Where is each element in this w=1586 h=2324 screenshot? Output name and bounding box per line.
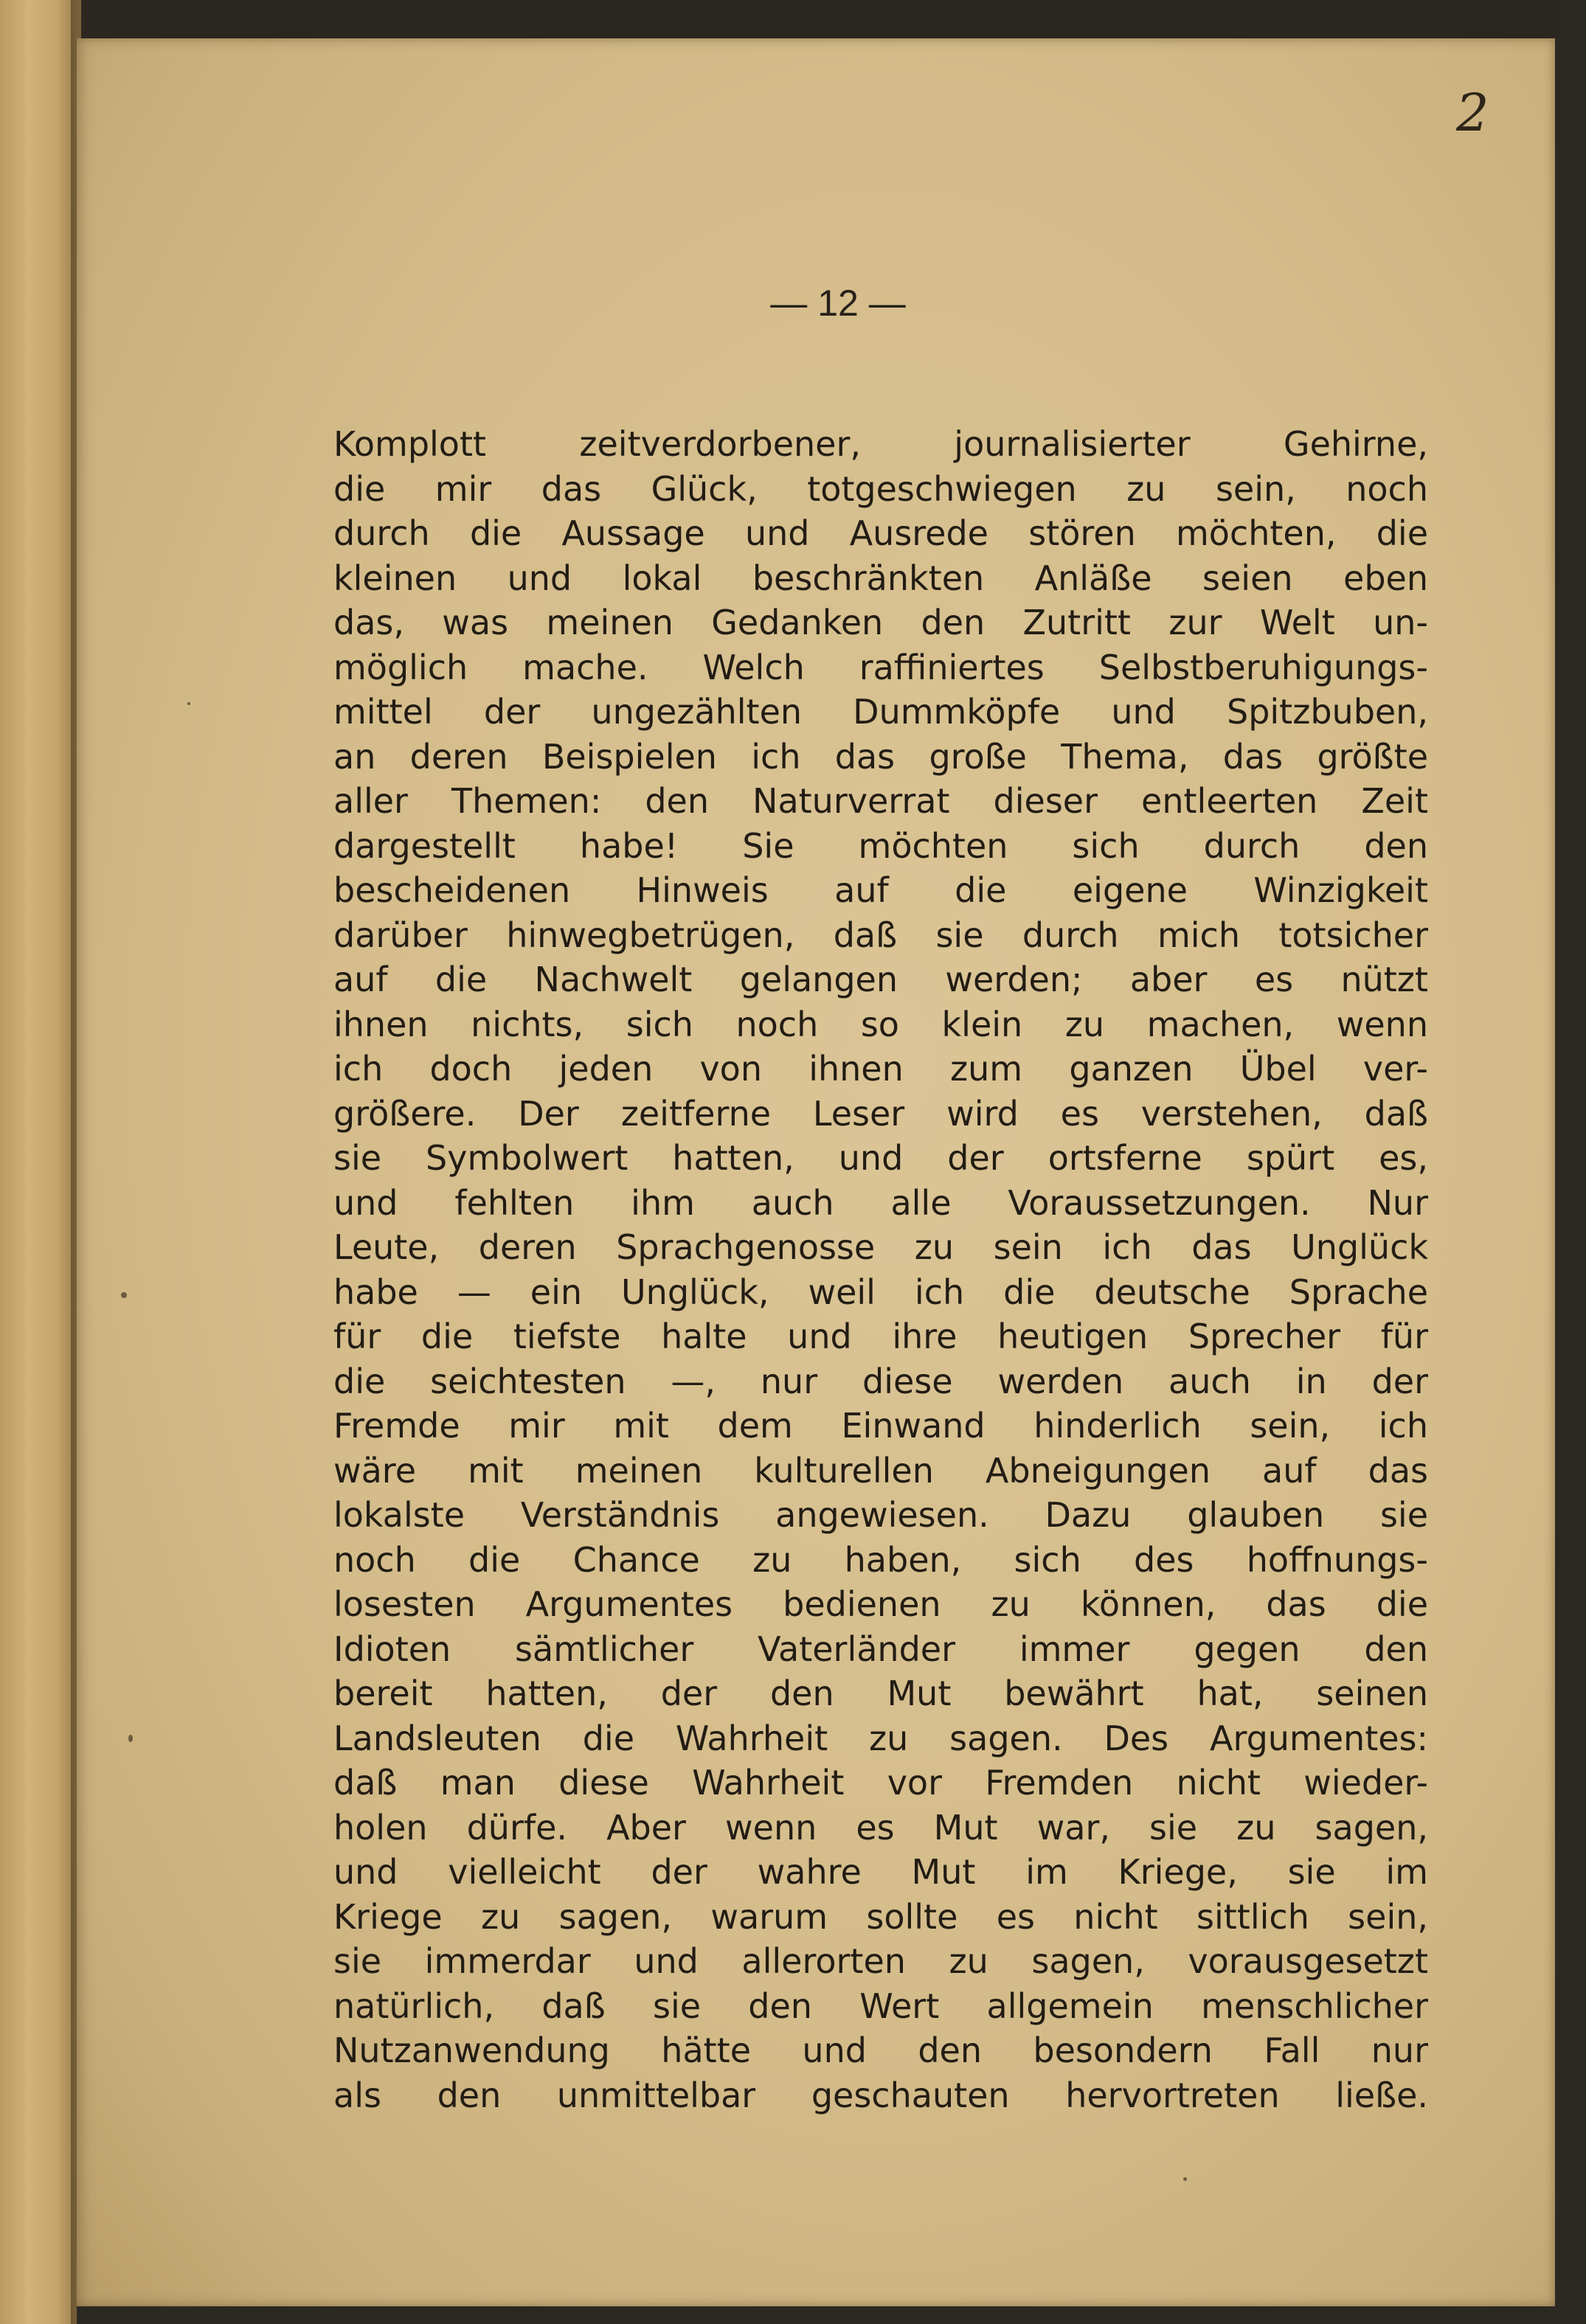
- text-line: ihnen nichts, sich noch so klein zu machen, wenn: [333, 1004, 1428, 1044]
- text-line: ich doch jeden von ihnen zum ganzen Übel ver-: [333, 1049, 1428, 1089]
- text-line: Nutzanwendung hätte und den besondern Fall nur: [333, 2030, 1428, 2070]
- text-line: noch die Chance zu haben, sich des hoffnungs-: [333, 1539, 1428, 1580]
- book-page: [77, 38, 1555, 2306]
- text-line: Kriege zu sagen, warum sollte es nicht sittlich sein,: [333, 1896, 1428, 1937]
- text-line: Leute, deren Sprachgenosse zu sein ich das Unglück: [333, 1227, 1428, 1267]
- text-line: auf die Nachwelt gelangen werden; aber es nützt: [333, 960, 1428, 999]
- text-line: Komplott zeitverdorbener, journalisierter Gehirne,: [333, 424, 1428, 464]
- text-line: an deren Beispielen ich das große Thema, das größte: [333, 736, 1428, 777]
- text-line: bereit hatten, der den Mut bewährt hat, seinen: [333, 1673, 1428, 1713]
- background-right: [1555, 0, 1586, 2324]
- text-line: natürlich, daß sie den Wert allgemein menschlicher: [333, 1985, 1428, 2026]
- text-line: die mir das Glück, totgeschwiegen zu sein, noch: [333, 468, 1428, 509]
- text-line: möglich mache. Welch raffiniertes Selbstberuhigungs-: [333, 647, 1428, 687]
- text-line: kleinen und lokal beschränkten Anläße seien eben: [333, 558, 1428, 598]
- text-line: bescheidenen Hinweis auf die eigene Winzigkeit: [333, 870, 1428, 910]
- text-line: sie immerdar und allerorten zu sagen, vorausgesetzt: [333, 1941, 1428, 1981]
- text-line: lokalste Verständnis angewiesen. Dazu glauben sie: [333, 1495, 1428, 1535]
- text-line: Fremde mir mit dem Einwand hinderlich sein, ich: [333, 1406, 1428, 1446]
- text-line: durch die Aussage und Ausrede stören möchten, die: [333, 513, 1428, 553]
- text-line: sie Symbolwert hatten, und der ortsferne spürt es,: [333, 1138, 1428, 1178]
- paper-speck: [121, 1292, 127, 1298]
- text-line: das, was meinen Gedanken den Zutritt zur Welt un-: [333, 603, 1428, 642]
- handwritten-folio-mark: 2: [1456, 83, 1489, 143]
- book-binding-edge: [0, 0, 81, 2324]
- text-line: wäre mit meinen kulturellen Abneigungen auf das: [333, 1450, 1428, 1491]
- text-line: größere. Der zeitferne Leser wird es verstehen, daß: [333, 1093, 1428, 1134]
- text-line: aller Themen: den Naturverrat dieser entleerten Zeit: [333, 781, 1428, 821]
- text-line: mittel der ungezählten Dummköpfe und Spitzbuben,: [333, 692, 1428, 732]
- text-line: daß man diese Wahrheit vor Fremden nicht wieder-: [333, 1763, 1428, 1803]
- text-line: und fehlten ihm auch alle Voraussetzungen. Nur: [333, 1182, 1428, 1223]
- body-text: [333, 422, 1428, 2117]
- paper-speck: [1183, 2177, 1187, 2181]
- text-line: dargestellt habe! Sie möchten sich durch den: [333, 825, 1428, 866]
- page-number: — 12 —: [770, 282, 906, 324]
- text-line: und vielleicht der wahre Mut im Kriege, sie im: [333, 1852, 1428, 1892]
- background-bottom: [77, 2306, 1555, 2324]
- text-line: für die tiefste halte und ihre heutigen Sprecher für: [333, 1317, 1428, 1356]
- text-line: habe — ein Unglück, weil ich die deutsche Sprache: [333, 1272, 1428, 1312]
- text-line: Landsleuten die Wahrheit zu sagen. Des Argumentes:: [333, 1718, 1428, 1758]
- text-line: als den unmittelbar geschauten hervortreten ließe.: [333, 2075, 1428, 2115]
- paper-speck: [128, 1735, 133, 1742]
- text-line: holen dürfe. Aber wenn es Mut war, sie zu sagen,: [333, 1807, 1428, 1848]
- text-line: darüber hinwegbetrügen, daß sie durch mich totsicher: [333, 915, 1428, 955]
- paper-speck: [187, 702, 190, 705]
- text-line: Idioten sämtlicher Vaterländer immer gegen den: [333, 1628, 1428, 1669]
- text-line: die seichtesten —, nur diese werden auch in der: [333, 1361, 1428, 1401]
- text-line: losesten Argumentes bedienen zu können, das die: [333, 1584, 1428, 1624]
